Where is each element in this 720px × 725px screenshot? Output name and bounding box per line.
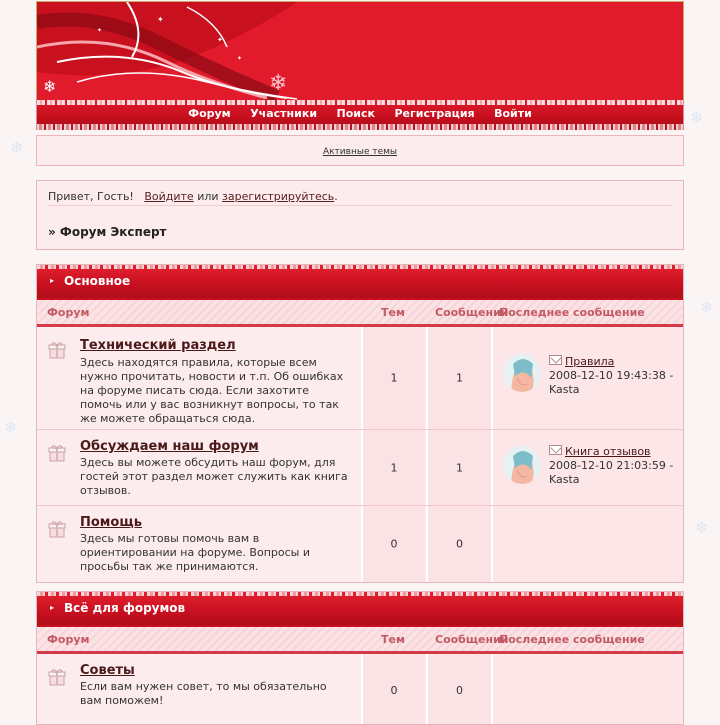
envelope-icon [549,445,562,455]
forum-gift-icon [48,668,66,686]
last-post-info [549,355,673,397]
col-posts: Сообщений [435,633,509,646]
main-nav [37,107,683,120]
last-post-date: 2008-12-10 21:03:59 - [549,459,674,472]
greeting-or: или [197,190,219,203]
col-last: Последнее сообщение [499,633,645,646]
forum-gift-icon [48,341,66,359]
posts-count: 0 [456,684,463,697]
snowflake-icon: ❄ [700,298,714,317]
column-header-row [37,298,683,327]
greeting-dot: . [334,190,338,203]
last-topic-link[interactable]: Правила [565,355,615,368]
posts-count: 0 [456,537,463,551]
col-last: Последнее сообщение [499,306,645,319]
svg-text:❄: ❄ [269,71,288,96]
category-arrow-icon: ▸ [50,603,55,612]
forum-row [37,430,683,506]
snowflake-icon: ❄ [690,108,704,127]
active-topics-box [36,135,684,166]
snowflake-icon: ❄ [4,418,18,437]
snowflake-icon: ❄ [10,138,24,157]
nav-search[interactable]: Поиск [336,107,375,120]
last-post-cell [491,327,683,429]
category-title: Основное [64,274,131,288]
category-header [37,592,683,625]
user-avatar[interactable] [503,446,541,484]
site-header-banner [36,1,684,100]
forum-title-link[interactable]: Помощь [80,515,142,530]
page-wrapper [36,0,684,725]
active-topics-link[interactable]: Активные темы [322,147,398,157]
column-header-row [37,625,683,654]
topics-count: 0 [390,537,398,551]
user-avatar[interactable] [503,354,541,392]
snowflake-icon: ❄ [695,518,709,537]
forum-title-link[interactable]: Технический раздел [80,338,236,353]
forum-row [37,506,683,582]
last-post-cell [491,654,683,724]
nav-login[interactable]: Войти [494,107,532,120]
posts-cell [426,327,491,429]
topics-count: 1 [390,371,398,385]
col-topics: Тем [381,633,405,646]
topics-cell [361,654,425,724]
svg-text:✦: ✦ [237,55,243,62]
greeting-line [48,190,338,203]
login-link[interactable]: Войдите [144,190,194,203]
col-forum: Форум [47,306,90,319]
envelope-icon [549,355,562,365]
banner-swirl-graphic [37,2,684,100]
col-forum: Форум [47,633,90,646]
category-block [36,591,684,725]
last-topic-link[interactable]: Книга отзывов [565,445,651,458]
category-title: Всё для форумов [64,601,186,615]
register-link[interactable]: зарегистрируйтесь [222,190,335,203]
nav-members[interactable]: Участники [250,107,318,120]
nav-register[interactable]: Регистрация [394,107,475,120]
posts-count: 1 [456,461,463,474]
topics-count: 0 [390,684,398,697]
forum-row [37,654,683,724]
forum-title-link[interactable]: Обсуждаем наш форум [80,439,259,454]
col-topics: Тем [381,306,405,319]
forum-description: Здесь мы готовы помочь вам в ориентировании на форуме. Вопросы и просьбы так же принимаются. [80,532,310,573]
last-post-cell [491,506,683,582]
last-post-info [549,445,673,487]
category-arrow-icon: ▸ [50,276,55,285]
last-post-user: Kasta [549,473,580,486]
topics-count: 1 [390,461,398,474]
frost-decoration [37,124,683,130]
posts-cell [426,430,491,505]
forum-description: Если вам нужен совет, то мы обязательно вам поможем! [80,680,327,707]
greeting-box [36,180,684,250]
topics-cell [361,506,425,582]
category-block [36,264,684,583]
category-header [37,265,683,298]
main-nav-bar [36,100,684,130]
forum-title-link[interactable]: Советы [80,663,135,678]
frost-decoration [37,265,683,269]
svg-text:✦: ✦ [217,36,223,44]
posts-count: 1 [456,371,463,385]
svg-text:✦: ✦ [97,27,103,34]
col-posts: Сообщений [435,306,509,319]
forum-description: Здесь вы можете обсудить наш форум, для гостей этот раздел может служить как книга отзывов. [80,456,348,497]
frost-decoration [37,592,683,596]
greeting-text: Привет, Гость! [48,190,134,203]
forum-row [37,327,683,430]
forum-description: Здесь находятся правила, которые всем нужно прочитать, новости и т.п. Об ошибках на форуме писать сюда. Если захотите помочь или у вас возникнут вопросы, то так же можете обращаться сюда. [80,356,344,425]
breadcrumb: » Форум Эксперт [48,225,167,239]
last-post-cell [491,430,683,505]
forum-gift-icon [48,520,66,538]
frost-decoration [37,100,683,105]
last-post-user: Kasta [549,383,580,396]
divider [48,205,672,206]
svg-text:✦: ✦ [157,15,164,24]
nav-forum[interactable]: Форум [188,107,231,120]
last-post-date: 2008-12-10 19:43:38 - [549,369,674,382]
posts-cell [426,506,491,582]
posts-cell [426,654,491,724]
forum-gift-icon [48,444,66,462]
topics-cell [361,327,425,429]
svg-text:❄: ❄ [43,77,57,96]
topics-cell [361,430,425,505]
